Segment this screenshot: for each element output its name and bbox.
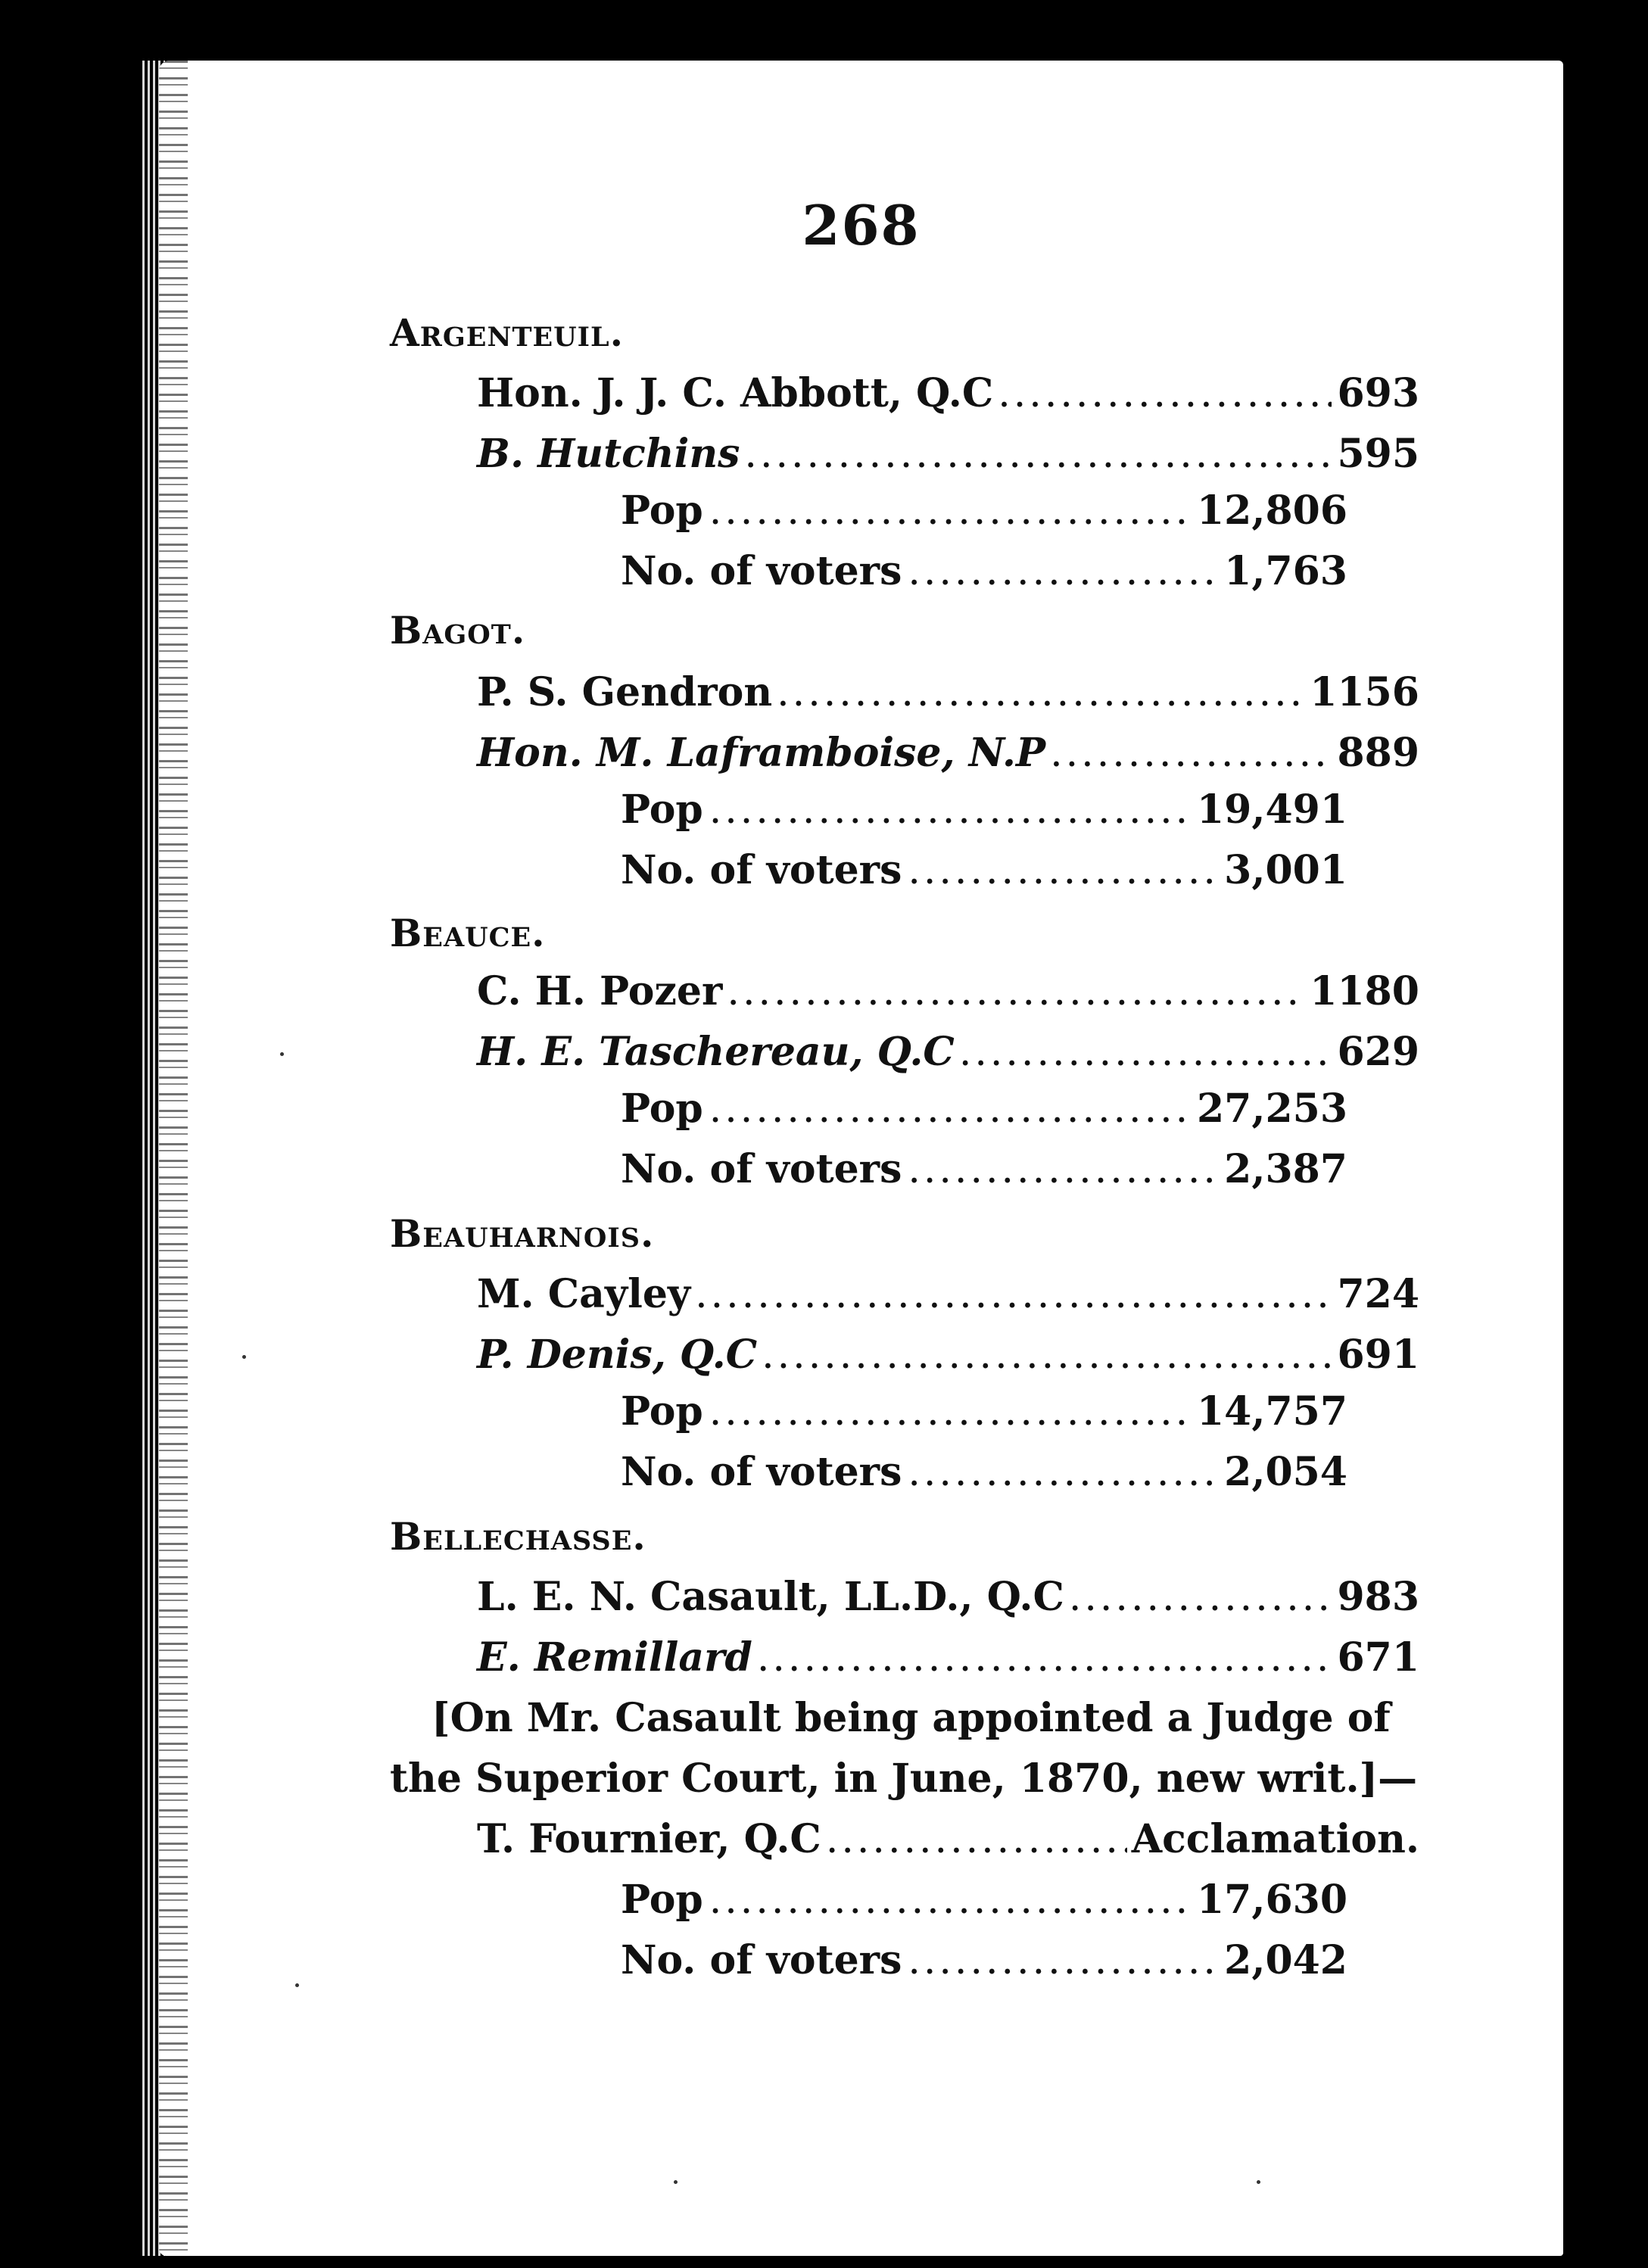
candidate-row — [477, 1268, 1419, 1321]
voters-label: No. of voters — [621, 548, 902, 594]
dot-leader — [1069, 1571, 1332, 1624]
voters-row — [621, 1934, 1347, 1987]
page-content — [159, 61, 1563, 2256]
candidate-name: P. Denis, Q.C — [477, 1332, 758, 1378]
candidate-name: Hon. M. Laframboise, N.P — [477, 730, 1046, 776]
dot-leader — [709, 784, 1191, 836]
candidate-row — [477, 1329, 1419, 1382]
dot-leader — [695, 1268, 1332, 1321]
pop-label: Pop — [621, 1388, 703, 1435]
scan-speck — [295, 1983, 299, 1987]
dot-leader — [959, 1026, 1332, 1079]
candidate-votes: 1180 — [1310, 968, 1419, 1014]
pop-value: 12,806 — [1196, 488, 1347, 534]
voters-row — [621, 545, 1347, 598]
candidate-name: C. H. Pozer — [477, 968, 723, 1014]
note-line: the Superior Court, in June, 1870, new writ.]— — [390, 1756, 1418, 1802]
pop-label: Pop — [621, 488, 703, 534]
candidate-row — [477, 428, 1419, 481]
scan-speck — [1257, 2180, 1260, 2184]
note-line: [On Mr. Casault being appointed a Judge of — [431, 1695, 1391, 1741]
voters-value: 2,387 — [1224, 1146, 1347, 1192]
pop-label: Pop — [621, 1086, 703, 1132]
candidate-votes: 629 — [1337, 1029, 1419, 1075]
candidate-row — [477, 1571, 1419, 1624]
candidate-name: E. Remillard — [477, 1634, 752, 1681]
population-row — [621, 1385, 1347, 1438]
candidate-votes: 724 — [1337, 1271, 1419, 1317]
dot-leader — [998, 367, 1332, 420]
dot-leader — [762, 1329, 1332, 1382]
dot-leader — [908, 844, 1213, 897]
adjacent-page-shadow — [1563, 61, 1648, 2256]
population-row — [621, 1874, 1347, 1927]
candidate-votes: 671 — [1337, 1634, 1419, 1681]
dot-leader — [709, 1083, 1191, 1136]
candidate-row — [477, 965, 1419, 1018]
county-heading: Bagot. — [390, 608, 526, 653]
voters-label: No. of voters — [621, 1449, 902, 1495]
dot-leader — [744, 428, 1332, 481]
candidate-row — [477, 1026, 1419, 1079]
county-heading: Argenteuil. — [390, 310, 625, 355]
dot-leader — [908, 1446, 1213, 1499]
voters-value: 3,001 — [1224, 847, 1347, 893]
population-row — [621, 784, 1347, 836]
voters-row — [621, 844, 1347, 897]
candidate-name: M. Cayley — [477, 1271, 691, 1317]
candidate-row — [477, 1631, 1419, 1684]
pop-label: Pop — [621, 1877, 703, 1923]
voters-value: 2,042 — [1224, 1937, 1347, 1983]
candidate-name: L. E. N. Casault, LL.D., Q.C — [477, 1574, 1064, 1620]
voters-value: 1,763 — [1224, 548, 1347, 594]
candidate-row — [477, 727, 1419, 780]
population-row — [621, 484, 1347, 537]
voters-value: 2,054 — [1224, 1449, 1347, 1495]
voters-row — [621, 1143, 1347, 1196]
candidate-votes: 889 — [1337, 730, 1419, 776]
dot-leader — [908, 545, 1213, 598]
pop-label: Pop — [621, 787, 703, 833]
candidate-votes: 691 — [1337, 1332, 1419, 1378]
page-number: 268 — [802, 193, 921, 257]
dot-leader — [709, 1874, 1191, 1927]
population-row — [621, 1083, 1347, 1136]
voters-row — [621, 1446, 1347, 1499]
voters-label: No. of voters — [621, 1146, 902, 1192]
county-heading: Bellechasse. — [390, 1514, 646, 1559]
candidate-votes: 983 — [1337, 1574, 1419, 1620]
pop-value: 19,491 — [1196, 787, 1347, 833]
dot-leader — [777, 666, 1305, 719]
dot-leader — [757, 1631, 1332, 1684]
candidate-row — [477, 367, 1419, 420]
candidate-votes: Acclamation. — [1131, 1816, 1419, 1862]
candidate-name: H. E. Taschereau, Q.C — [477, 1029, 955, 1075]
dot-leader — [908, 1143, 1213, 1196]
county-heading: Beauharnois. — [390, 1211, 655, 1256]
dot-leader — [1050, 727, 1332, 780]
dot-leader — [709, 484, 1191, 537]
pop-value: 27,253 — [1196, 1086, 1347, 1132]
county-heading: Beauce. — [390, 911, 546, 955]
candidate-name: B. Hutchins — [477, 431, 740, 477]
scan-speck — [674, 2180, 678, 2184]
candidate-name: Hon. J. J. C. Abbott, Q.C — [477, 370, 994, 416]
candidate-row — [477, 666, 1419, 719]
dot-leader — [826, 1813, 1127, 1866]
candidate-votes: 1156 — [1310, 669, 1419, 715]
dot-leader — [908, 1934, 1213, 1987]
scan-speck — [242, 1355, 246, 1359]
candidate-votes: 595 — [1337, 431, 1419, 477]
scan-speck — [280, 1052, 284, 1056]
voters-label: No. of voters — [621, 1937, 902, 1983]
dot-leader — [727, 965, 1305, 1018]
book-page — [159, 61, 1563, 2256]
candidate-name: P. S. Gendron — [477, 669, 773, 715]
dot-leader — [709, 1385, 1191, 1438]
pop-value: 17,630 — [1196, 1877, 1347, 1923]
candidate-votes: 693 — [1337, 370, 1419, 416]
pop-value: 14,757 — [1196, 1388, 1347, 1435]
candidate-row — [477, 1813, 1419, 1866]
voters-label: No. of voters — [621, 847, 902, 893]
candidate-name: T. Fournier, Q.C — [477, 1816, 821, 1862]
